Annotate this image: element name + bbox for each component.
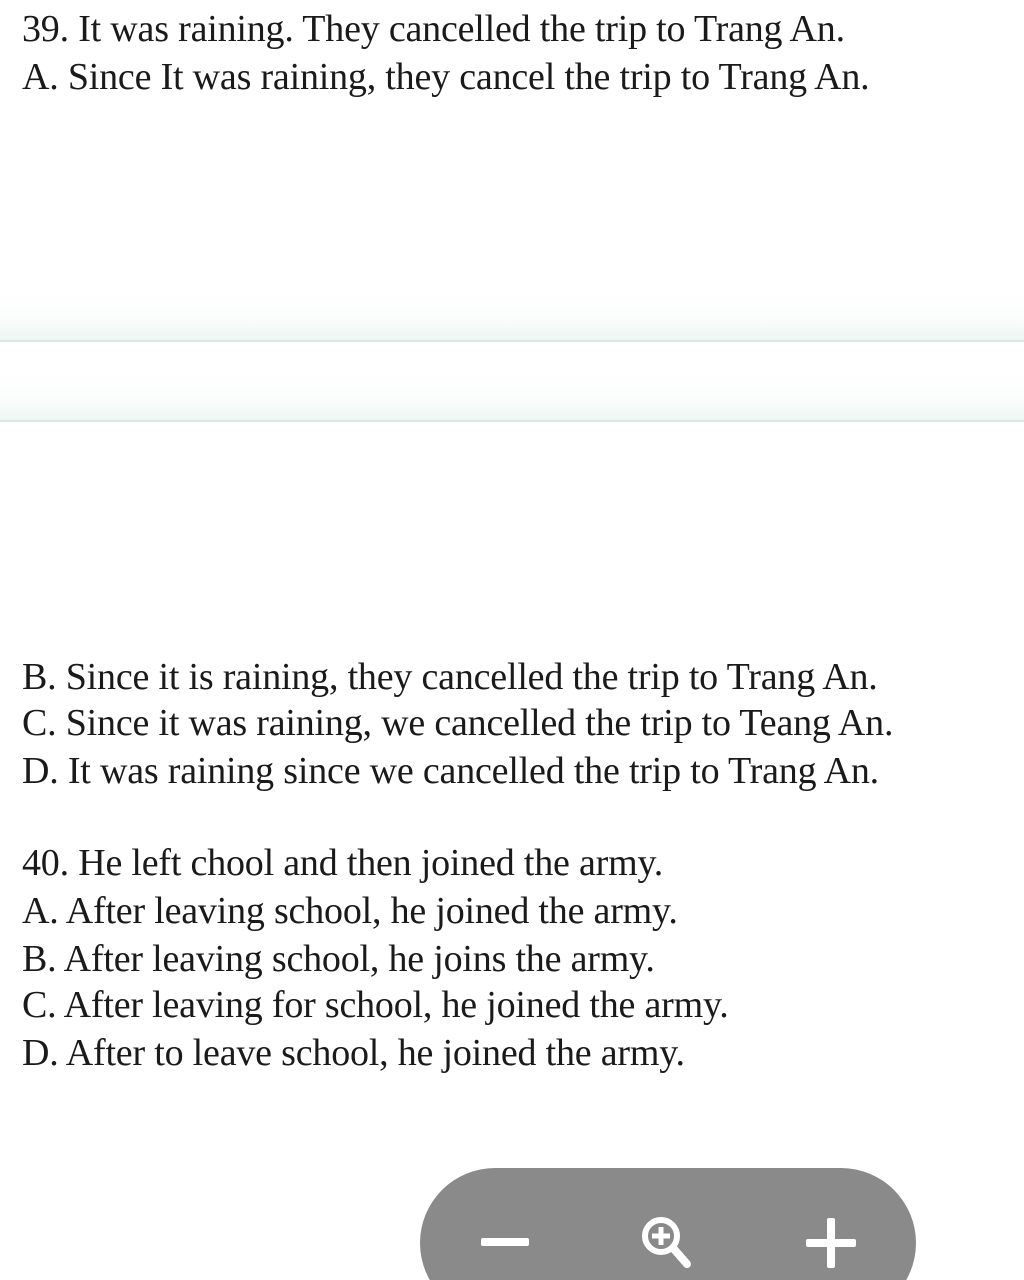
divider-band xyxy=(0,372,1024,422)
question-40-option-d: D. After to leave school, he joined the army. xyxy=(22,1032,685,1074)
zoom-in-button[interactable] xyxy=(786,1206,876,1280)
question-39-option-c: C. Since it was raining, we cancelled the trip to Teang An. xyxy=(22,702,894,744)
question-40-text: 40. He left chool and then joined the army. xyxy=(22,842,664,884)
plus-icon xyxy=(806,1218,856,1268)
divider-band xyxy=(0,292,1024,342)
question-39-option-b: B. Since it is raining, they cancelled the trip to Trang An. xyxy=(22,656,878,698)
question-39-option-a: A. Since It was raining, they cancel the trip to Trang An. xyxy=(22,56,870,98)
minus-icon xyxy=(481,1238,529,1248)
magnifier-plus-icon xyxy=(639,1214,695,1272)
question-39-option-d: D. It was raining since we cancelled the trip to Trang An. xyxy=(22,750,879,792)
zoom-reset-button[interactable] xyxy=(622,1206,712,1280)
zoom-out-button[interactable] xyxy=(460,1206,550,1280)
question-40-option-b: B. After leaving school, he joins the army. xyxy=(22,938,655,980)
question-40-option-c: C. After leaving for school, he joined the army. xyxy=(22,984,729,1026)
question-40-option-a: A. After leaving school, he joined the army. xyxy=(22,890,678,932)
question-39-text: 39. It was raining. They cancelled the trip to Trang An. xyxy=(22,8,845,50)
